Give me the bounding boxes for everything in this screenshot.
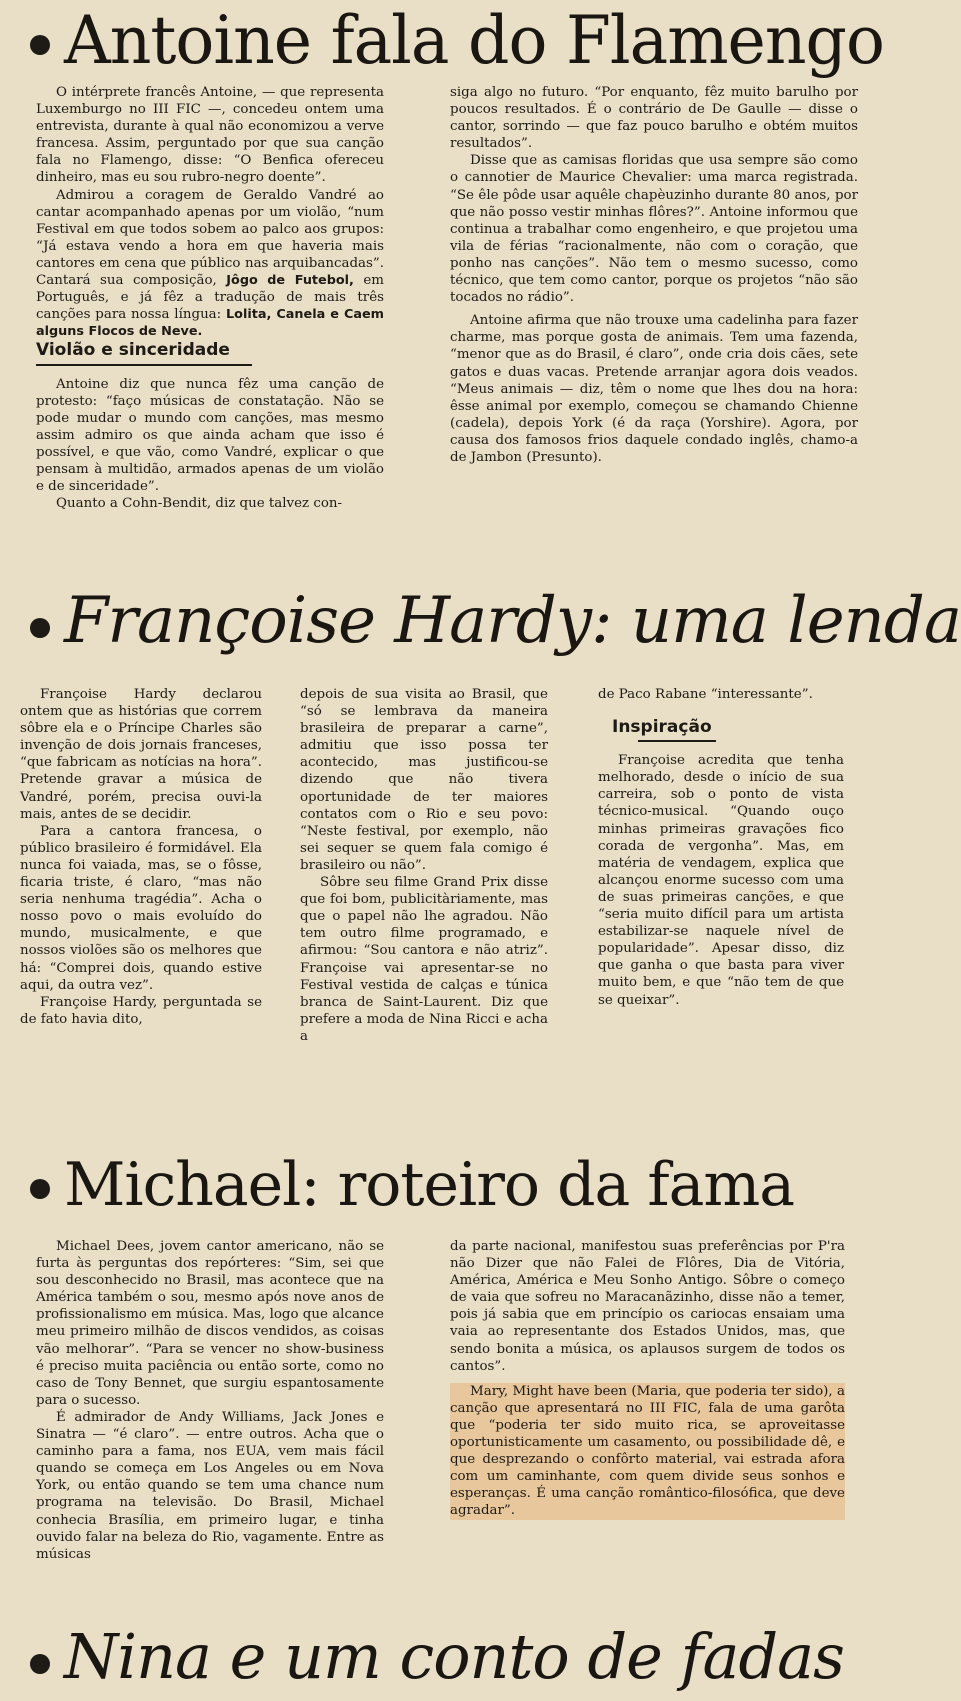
paragraph: É admirador de Andy Williams, Jack Jones e Sinatra — “é claro”. — entre outros. Acha que o caminho para a fama, nos EUA, vem mais fácil quando se começa em Los Angeles ou em Nova York, ou então quando se tem uma chance num programa na televisão. Do Brasil, Michael conhecia Brasília, em primeiro lugar, e tinha ouvido falar na beleza do Rio, vagamente. Entre as músicas [36, 1409, 384, 1562]
article-francoise-col3 [598, 686, 844, 1009]
paragraph: O intérprete francês Antoine, — que representa Luxemburgo no III FIC —, concedeu ontem uma entrevista, durante à qual não economizou a verve francesa. Assim, perguntado por que sua canção fala no Flamengo, disse: “O Benfica ofereceu dinheiro, mas eu sou rubro-negro doente”. [36, 85, 384, 186]
paragraph: Admirou a coragem de Geraldo Vandré ao cantar acompanhado apenas por um violão, “num Festival em que todos sobem ao palco aos grupos: “Já estava vendo a hora em que haveria mais cantores em cena que público nas arquibancadas”. Cantará sua composição, Jôgo de Futebol, em Português, e já fêz a tradução de mais três canções para nossa língua: Lolita, Canela e Caem alguns Flocos de Neve. [36, 187, 384, 340]
paragraph: Sôbre seu filme Grand Prix disse que foi bom, publicitàriamente, mas que o papel não lhe agradou. Não tem outro filme programado, e afirmou: “Sou cantora e não atriz”. Françoise vai apresentar-se no Festival vestida de calças e túnica branca de Saint-Laurent. Diz que prefere a moda de Nina Ricci e acha a [300, 875, 548, 1044]
paragraph: siga algo no futuro. “Por enquanto, fêz muito barulho por poucos resultados. É o contrário de De Gaulle — disse o cantor, sorrindo — que faz pouco barulho e obtém muitos resultados”. [450, 85, 858, 152]
paragraph: da parte nacional, manifestou suas preferências por P'ra não Dizer que não Falei de Flôres, Dia de Vitória, América, América e Meu Sonho Antigo. Sôbre o começo de vaia que sofreu no Maracanãzinho, disse não a temer, pois já sabia que em princípio os cariocas ensaiam uma vaia ao representante dos Estados Unidos, mas, que sendo bonita a música, os aplausos surgem de todos os cantos”. [450, 1239, 845, 1374]
headline-michael [30, 1150, 794, 1220]
headline-francoise [30, 584, 961, 658]
paragraph: Françoise Hardy declarou ontem que as histórias que correm sôbre ela e o Príncipe Charles são invenção de dois jornais franceses, “que fabricam as notícias na hora”. Pretende gravar a música de Vandré, porém, precisa ouvi-la mais, antes de se decidir. [20, 687, 262, 822]
paragraph: Mary, Might have been (Maria, que poderia ter sido), a canção que apresentará no III FIC, fala de uma garôta que “poderia ter sido muito rica, se aproveitasse oportunisticamente um casamento, ou possibilidade dê, e que desprezando o confôrto material, vai estrada afora com um caminhante, com quem divide seus sonhos e esperanças. É uma canção romântico-filosófica, que deve agradar”. [450, 1383, 845, 1519]
article-michael-col1 [36, 1238, 384, 1563]
subheading: Violão e sinceridade [36, 340, 230, 361]
bullet-icon [30, 618, 50, 638]
paragraph: Françoise acredita que tenha melhorado, desde o início de sua carreira, sob o ponto de vista técnico-musical. “Quando ouço minhas primeiras gravações fico corada de vergonha”. Mas, em matéria de vendagem, explica que alcançou enorme sucesso com uma de suas primeiras canções, e que “seria muito difícil para um artista estabilizar-se naquele nível de popularidade”. Apesar disso, diz que ganha o que basta para viver muito bem, e que “não tem de que se queixar”. [598, 753, 844, 1008]
subheading: Inspiração [612, 717, 712, 738]
subheading-rule [36, 364, 252, 366]
headline-antoine [30, 2, 901, 79]
article-antoine-col1 [36, 84, 384, 512]
bullet-icon [30, 1179, 50, 1199]
paragraph: Para a cantora francesa, o público brasileiro é formidável. Ela nunca foi vaiada, mas, se o fôsse, ficaria triste, é claro, “mas não seria nenhuma tragédia”. Acha o nosso povo o mais evoluído do mundo, musicalmente, e que nossos violões são os melhores que há: “Comprei dois, quando estive aqui, da outra vez”. [20, 823, 262, 993]
paragraph: depois de sua visita ao Brasil, que “só se lembrava da maneira brasileira de preparar a carne”, admitiu que isso possa ter acontecido, mas justificou-se dizendo que não tivera oportunidade de ter maiores contatos com o Rio e seu povo: “Neste festival, por exemplo, não sei sequer se quem fala comigo é brasileiro ou não”. [300, 687, 548, 873]
paragraph: de Paco Rabane “interessante”. [598, 687, 813, 702]
paragraph: Quanto a Cohn-Bendit, diz que talvez con- [56, 496, 343, 512]
article-francoise-col2 [300, 686, 548, 1045]
paragraph: Antoine diz que nunca fêz uma canção de protesto: “faço músicas de constatação. Não se pode mudar o mundo com canções, mas mesmo assim admiro os que ainda acham que isso é possível, e que vão, como Vandré, explicar o que pensam à multidão, armados apenas de um violão e de sinceridade”. [36, 376, 384, 495]
headline-text: Michael: roteiro da fama [64, 1150, 795, 1220]
bullet-icon [30, 35, 50, 55]
headline-nina [30, 1620, 844, 1693]
article-antoine-col2 [450, 84, 858, 466]
headline-text: Françoise Hardy: uma lenda [64, 584, 961, 658]
paragraph: Françoise Hardy, perguntada se de fato havia dito, [20, 994, 262, 1027]
paragraph: Michael Dees, jovem cantor americano, não se furta às perguntas dos repórteres: “Sim, sei que sou desconhecido no Brasil, mas acontece que na América também o sou, mesmo após nove anos de profissionalismo em música. Mas, logo que alcance meu primeiro milhão de discos vendidos, as coisas vão melhorar”. “Para se vencer no show-business é preciso muita paciência ou então sorte, como no caso de Tony Bennet, que surgiu espantosamente para o sucesso. [36, 1239, 384, 1408]
bullet-icon [30, 1654, 50, 1674]
headline-text: Antoine fala do Flamengo [64, 2, 884, 79]
subheading-rule [638, 740, 716, 742]
article-michael-col2 [450, 1238, 845, 1520]
paragraph: Antoine afirma que não trouxe uma cadelinha para fazer charme, mas porque gosta de animais. Tem uma fazenda, “menor que as do Brasil, é claro”, onde cria dois cães, sete gatos e duas vacas. Pretende arranjar agora dois veados. “Meus animais — diz, têm o nome que lhes dou na hora: êsse animal por exemplo, começou se chamando Chienne (cadela), depois York (é da raça (Yorshire). Agora, por causa dos famosos frios daquele condado inglês, chamo-a de Jambon (Presunto). [450, 313, 858, 465]
paragraph: Disse que as camisas floridas que usa sempre são como o cannotier de Maurice Chevalier: uma marca registrada. “Se êle pôde usar aquêle chapèuzinho durante 80 anos, por que não posso vestir minhas flôres?”. Antoine informou que continua a trabalhar como engenheiro, e que projetou uma vila de férias “racionalmente, não com o coração, que ponho nas canções”. Não tem o mesmo sucesso, como técnico, que tem como cantor, porque os projetos “não são tocados no rádio”. [450, 153, 858, 306]
headline-text: Nina e um conto de fadas [64, 1620, 844, 1693]
article-francoise-col1 [20, 686, 262, 1028]
